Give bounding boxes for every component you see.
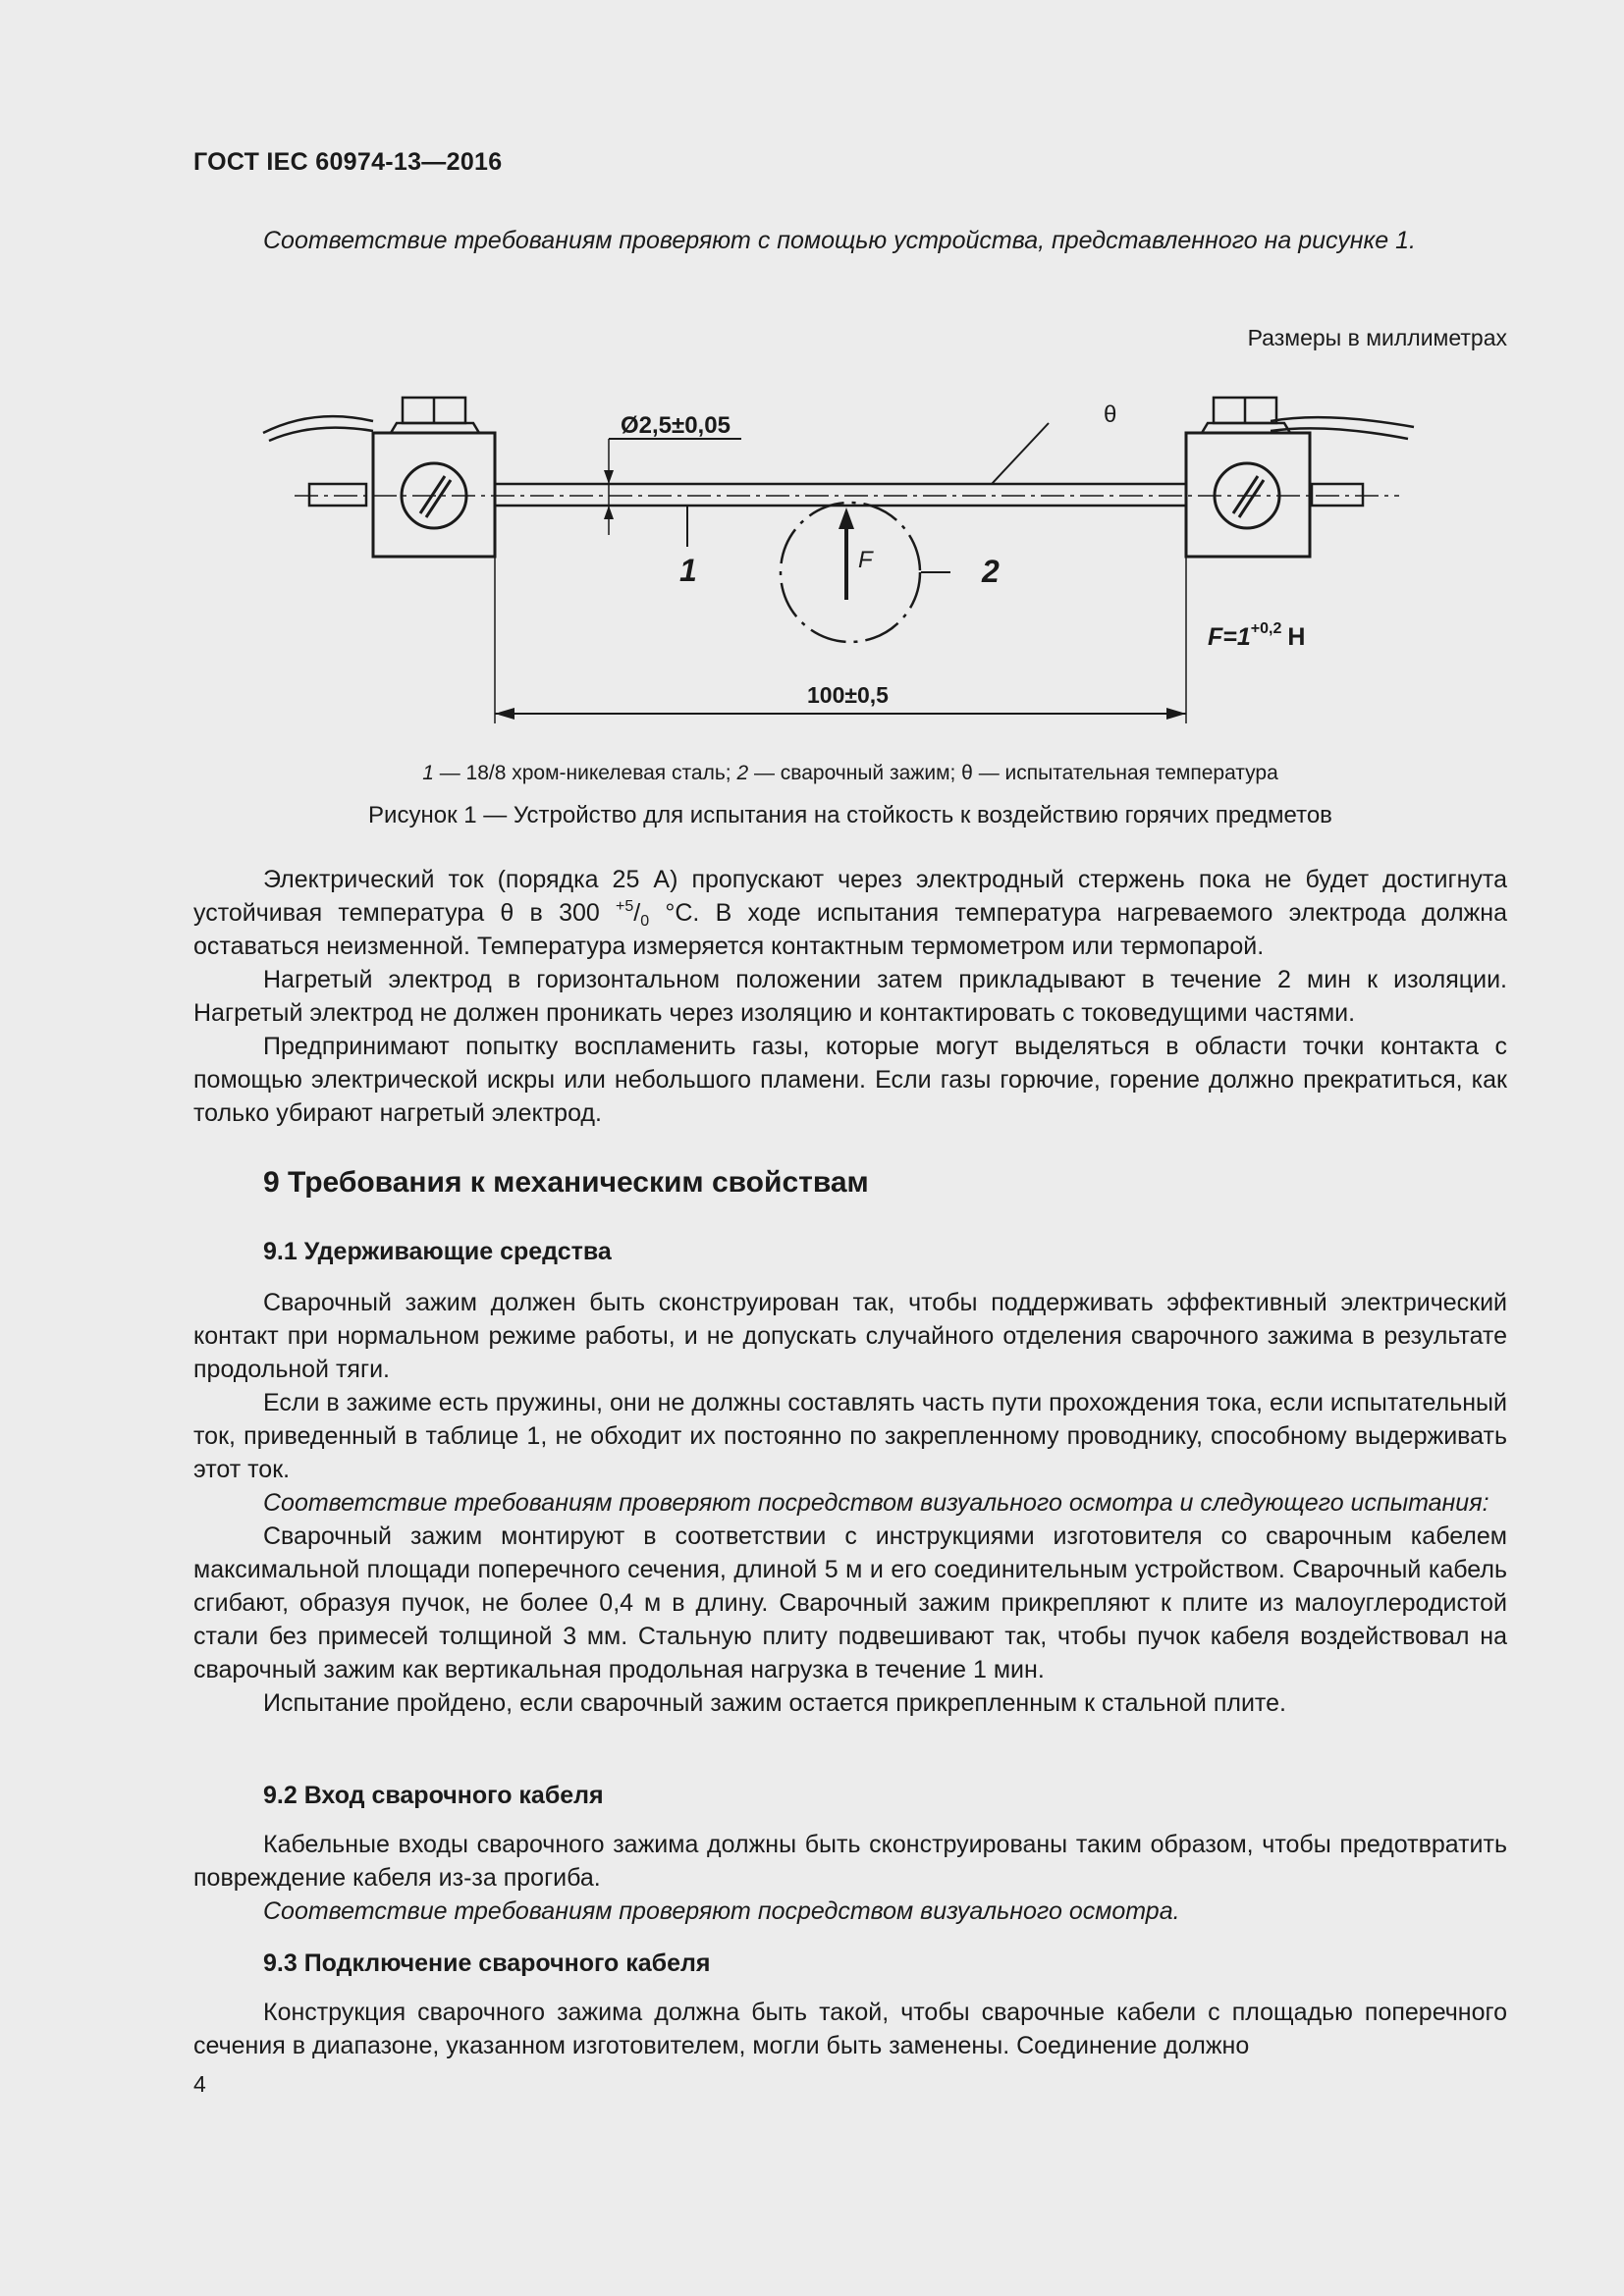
section-9-3-heading: 9.3 Подключение сварочного кабеля <box>263 1949 711 1977</box>
test-procedure-paragraphs <box>193 863 1507 1130</box>
section-9-1-body: Сварочный зажим должен быть сконструирован так, чтобы поддерживать эффективный электрический контакт при нормальном режиме работы, и не допускать случайного отделения сварочного зажима в результате продольной тяги. Если в зажиме есть пружины, они не должны составлять часть пути прохождения тока, если испытательный ток, приведенный в таблице 1, не обходит их постоянно по закрепленному проводнику, способному выдерживать этот ток. Соответствие требованиям проверяют посредством визуального осмотра и следующего испытания: Сварочный зажим монтируют в соответствии с инструкциями изготовителя со сварочным кабелем максимальной площади поперечного сечения, длиной 5 м и его соединительным устройством. Сварочный кабель сгибают, образуя пучок, не более 0,4 м в длину. Сварочный зажим прикрепляют к плите из малоуглеродистой стали без примесей толщиной 3 мм. Стальную плиту подвешивают так, чтобы пучок кабеля воздействовал на сварочный зажим как вертикальная продольная нагрузка в течение 1 мин. Испытание пройдено, если сварочный зажим остается прикрепленным к стальной плите. <box>193 1289 1507 1717</box>
figure-legend: 1 — 18/8 хром-никелевая сталь; 2 — сварочный зажим; θ — испытательная температура <box>422 762 1278 784</box>
paragraph-heated-electrode: Нагретый электрод в горизонтальном положении затем прикладывают в течение 2 мин к изоляции. Нагретый электрод не должен проникать через изоляцию и контактировать с токоведущими частями. <box>193 966 1507 1027</box>
document-header: ГОСТ IEC 60974-13—2016 <box>193 148 503 176</box>
length-label: 100±0,5 <box>807 682 889 708</box>
section-9-heading: 9 Требования к механическим свойствам <box>263 1166 869 1199</box>
paragraph-ignition: Предпринимают попытку воспламенить газы, которые могут выделяться в области точки контакта с помощью электрической искры или небольшого пламени. Если газы горючие, горение должно прекратиться, как только убирают нагретый электрод. <box>193 1033 1507 1127</box>
page-number: 4 <box>193 2071 206 2097</box>
theta-label: θ <box>1104 401 1117 428</box>
force-symbol: F <box>858 547 873 573</box>
figure-1-diagram <box>255 378 1434 741</box>
section-9-3-body: Конструкция сварочного зажима должна быть такой, чтобы сварочные кабели с площадью поперечного сечения в диапазоне, указанном изготовителем, могли быть заменены. Соединение должно <box>193 1999 1507 2059</box>
label-1: 1 <box>679 553 697 588</box>
section-9-2-heading: 9.2 Вход сварочного кабеля <box>263 1782 604 1809</box>
force-value: $F=1^{+0,2}$ Н <box>1208 620 1306 651</box>
paragraph-current: Электрический ток (порядка 25 А) пропускают через электродный стержень пока не будет достигнута устойчивая температура θ в 300 $^{+5}/_0$ °С. В ходе испытания температура нагреваемого электрода должна оставаться неизменной. Температура измеряется контактным термометром или термопарой. <box>193 866 1507 960</box>
section-9-1-heading: 9.1 Удерживающие средства <box>263 1238 612 1265</box>
dimensions-note: Размеры в миллиметрах <box>1247 325 1507 350</box>
intro-paragraph: Соответствие требованиям проверяют с помощью устройства, представленного на рисунке 1. <box>263 227 1416 254</box>
figure-caption: Рисунок 1 — Устройство для испытания на стойкость к воздействию горячих предметов <box>368 802 1332 828</box>
label-2: 2 <box>982 554 1000 589</box>
diameter-label: Ø2,5±0,05 <box>621 412 731 439</box>
section-9-2-body: Кабельные входы сварочного зажима должны быть сконструированы таким образом, чтобы предотвратить повреждение кабеля из-за прогиба. Соответствие требованиям проверяют посредством визуального осмотра. <box>193 1831 1507 1925</box>
